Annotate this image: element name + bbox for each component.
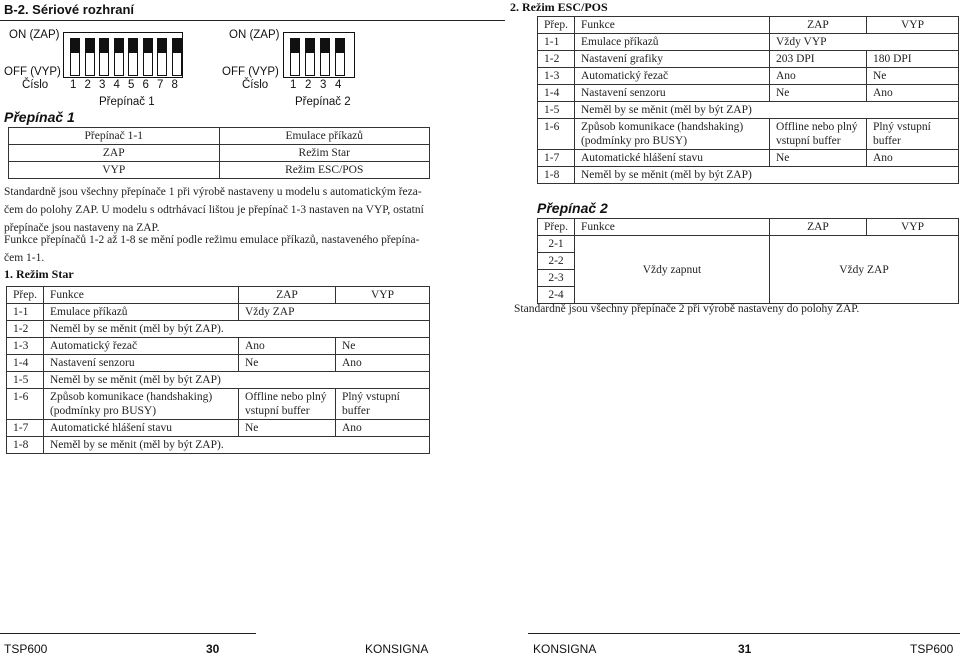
table-cell: Neměl by se měnit (měl by být ZAP) <box>574 102 958 119</box>
table-cell: Režim Star <box>219 145 430 162</box>
table-cell: Neměl by se měnit (měl by být ZAP). <box>43 437 429 454</box>
table-cell: Offline nebo plný vstupní buffer <box>238 389 335 420</box>
footer-rule-left <box>0 633 256 634</box>
dip-slot <box>335 38 345 76</box>
dip-slot <box>85 38 95 76</box>
table-cell: VYP <box>9 162 220 179</box>
dip-number: 7 <box>157 79 164 91</box>
sw2-numbers <box>283 79 353 93</box>
paragraph-line: čem do polohy ZAP. U modelu s odtrhávací lištou je přepínač 1-3 nastaven na VYP, ostatní <box>4 204 424 216</box>
sw2-off-label: OFF (VYP) <box>222 66 279 78</box>
dip-knob <box>306 39 314 53</box>
table-cell: Ano <box>335 420 429 437</box>
table-cell: Režim ESC/POS <box>219 162 430 179</box>
table-row <box>538 51 959 68</box>
table-row <box>538 85 959 102</box>
dip-slot <box>70 38 80 76</box>
prepinac2-heading: Přepínač 2 <box>537 200 608 216</box>
dip-knob <box>71 39 79 53</box>
table-row <box>9 162 430 179</box>
table-header-cell: ZAP <box>769 219 866 236</box>
dip-knob <box>158 39 166 53</box>
paragraph-line: čem 1-1. <box>4 252 45 264</box>
table-row <box>7 372 430 389</box>
dip-slot <box>172 38 182 76</box>
dip-slot <box>157 38 167 76</box>
table-header-cell: Funkce <box>43 287 238 304</box>
switch2-note: Standardně jsou všechny přepínače 2 při výrobě nastaveny do polohy ZAP. <box>514 303 860 315</box>
table-row <box>7 321 430 338</box>
table-cell: 1-6 <box>7 389 44 420</box>
table-cell: Ne <box>769 150 866 167</box>
footer-rule-right <box>528 633 960 634</box>
table-row <box>538 119 959 150</box>
sw1-numbers <box>63 79 181 93</box>
table-header-row <box>7 287 430 304</box>
table-cell: 1-5 <box>538 102 575 119</box>
sw1-on-label: ON (ZAP) <box>9 29 60 41</box>
table-cell: Plný vstupní buffer <box>335 389 429 420</box>
table-cell: 203 DPI <box>769 51 866 68</box>
table-row <box>7 355 430 372</box>
table-cell: Automatický řezač <box>574 68 769 85</box>
table-cell: 1-4 <box>538 85 575 102</box>
table-row <box>9 128 430 145</box>
table-row <box>538 150 959 167</box>
star-mode-table <box>6 286 430 454</box>
table-cell: 1-7 <box>538 150 575 167</box>
dip-knob <box>336 39 344 53</box>
table-cell: 2-2 <box>538 253 575 270</box>
footer-page-right: 31 <box>738 642 752 656</box>
table-header-cell: VYP <box>866 17 958 34</box>
sw1-caption: Přepínač 1 <box>99 96 155 108</box>
table-cell: ZAP <box>9 145 220 162</box>
table-cell: Způsob komunikace (handshaking) (podmínky pro BUSY) <box>574 119 769 150</box>
paragraph-functions <box>4 231 506 267</box>
table-cell: Emulace příkazů <box>574 34 769 51</box>
sw1-number-label: Číslo <box>22 79 49 91</box>
table-header-cell: Funkce <box>574 219 769 236</box>
paragraph-line: Standardně jsou všechny přepínače 1 při výrobě nastaveny u modelu s automatickým řeza- <box>4 186 422 198</box>
table-cell: Nastavení grafiky <box>574 51 769 68</box>
dip-knob <box>144 39 152 53</box>
table-cell: Automatické hlášení stavu <box>43 420 238 437</box>
table-cell: 2-1 <box>538 236 575 253</box>
table-cell: 1-8 <box>538 167 575 184</box>
table-cell: Nastavení senzoru <box>574 85 769 102</box>
dip-slot <box>114 38 124 76</box>
paragraph-line: Funkce přepínačů 1-2 až 1-8 se mění podle režimu emulace příkazů, nastaveného přepína- <box>4 234 420 246</box>
prepinac1-heading: Přepínač 1 <box>4 109 75 125</box>
dip-number: 4 <box>113 79 120 91</box>
dip-knob <box>173 39 181 53</box>
table-cell: 1-3 <box>7 338 44 355</box>
sw2-on-label: ON (ZAP) <box>229 29 280 41</box>
table-header-row <box>538 219 959 236</box>
table-cell: 1-2 <box>7 321 44 338</box>
table-cell: 2-4 <box>538 287 575 304</box>
table-row <box>538 68 959 85</box>
table-cell: Ano <box>335 355 429 372</box>
table-cell: 180 DPI <box>866 51 958 68</box>
table-header-cell: ZAP <box>769 17 866 34</box>
dip-switch-2 <box>283 32 355 78</box>
dip-number: 2 <box>84 79 91 91</box>
table-row <box>538 167 959 184</box>
table-header-cell: Přep. <box>7 287 44 304</box>
table-cell: Emulace příkazů <box>43 304 238 321</box>
dip-slot <box>320 38 330 76</box>
footer-model-left: TSP600 <box>4 642 48 656</box>
star-mode-heading: 1. Režim Star <box>4 267 74 281</box>
table-cell: Neměl by se měnit (měl by být ZAP) <box>43 372 429 389</box>
table-header-cell: VYP <box>866 219 958 236</box>
table-cell: 1-7 <box>7 420 44 437</box>
table-cell: Ne <box>769 85 866 102</box>
paragraph-defaults <box>4 183 506 237</box>
table-cell: Automatické hlášení stavu <box>574 150 769 167</box>
table-header-row <box>538 17 959 34</box>
dip-number: 5 <box>128 79 135 91</box>
sw1-off-label: OFF (VYP) <box>4 66 61 78</box>
sw2-caption: Přepínač 2 <box>295 96 351 108</box>
table-cell: 1-3 <box>538 68 575 85</box>
table-cell: Ne <box>238 420 335 437</box>
table-cell: Plný vstupní buffer <box>866 119 958 150</box>
table-cell: Ano <box>866 85 958 102</box>
table-cell: 1-6 <box>538 119 575 150</box>
page-title: B-2. Sériové rozhraní <box>4 2 135 17</box>
table-header-cell: ZAP <box>238 287 335 304</box>
switch2-table <box>537 218 959 304</box>
table-cell: Ne <box>335 338 429 355</box>
table-cell: 1-4 <box>7 355 44 372</box>
table-cell: Ne <box>238 355 335 372</box>
table-header-cell: Funkce <box>574 17 769 34</box>
dip-number: 4 <box>335 79 342 91</box>
table-row <box>7 389 430 420</box>
table-cell: Neměl by se měnit (měl by být ZAP) <box>574 167 958 184</box>
table-cell: Offline nebo plný vstupní buffer <box>769 119 866 150</box>
table-cell: Neměl by se měnit (měl by být ZAP). <box>43 321 429 338</box>
title-rule <box>0 20 505 21</box>
dip-knob <box>291 39 299 53</box>
dip-number: 3 <box>320 79 327 91</box>
table-cell: 1-8 <box>7 437 44 454</box>
dip-number: 6 <box>142 79 149 91</box>
table-cell: Ano <box>238 338 335 355</box>
sw2-number-label: Číslo <box>242 79 269 91</box>
table-cell: Ne <box>866 68 958 85</box>
table-row <box>7 338 430 355</box>
table-cell: Vždy ZAP <box>769 236 958 304</box>
table-cell: Ano <box>769 68 866 85</box>
table-cell: Vždy VYP <box>769 34 958 51</box>
table-cell: Automatický řezač <box>43 338 238 355</box>
dip-knob <box>129 39 137 53</box>
dip-number: 1 <box>70 79 77 91</box>
table-row <box>7 437 430 454</box>
dip-number: 8 <box>171 79 178 91</box>
table-cell: Emulace příkazů <box>219 128 430 145</box>
dip-number: 3 <box>99 79 106 91</box>
footer-model-right: TSP600 <box>910 642 954 656</box>
table-cell: 1-5 <box>7 372 44 389</box>
dip-number: 2 <box>305 79 312 91</box>
dip-knob <box>321 39 329 53</box>
table-row <box>7 304 430 321</box>
dip-knob <box>100 39 108 53</box>
table-row <box>7 420 430 437</box>
table-cell: Přepínač 1-1 <box>9 128 220 145</box>
footer-page-left: 30 <box>206 642 220 656</box>
dip-knob <box>115 39 123 53</box>
table-cell: 1-1 <box>538 34 575 51</box>
table-cell: Způsob komunikace (handshaking) (podmínky pro BUSY) <box>43 389 238 420</box>
table-cell: Vždy ZAP <box>238 304 429 321</box>
table-cell: Vždy zapnut <box>574 236 769 304</box>
table-cell: 2-3 <box>538 270 575 287</box>
footer-brand-right: KONSIGNA <box>533 642 597 656</box>
dip-slot <box>290 38 300 76</box>
escpos-mode-heading: 2. Režim ESC/POS <box>510 0 608 14</box>
dip-switch-1 <box>63 32 183 78</box>
footer-brand-left: KONSIGNA <box>365 642 429 656</box>
dip-slot <box>99 38 109 76</box>
table-cell: 1-1 <box>7 304 44 321</box>
emulation-map-table <box>8 127 430 179</box>
dip-slot <box>128 38 138 76</box>
dip-number: 1 <box>290 79 297 91</box>
table-cell: Nastavení senzoru <box>43 355 238 372</box>
table-header-cell: Přep. <box>538 17 575 34</box>
dip-slot <box>305 38 315 76</box>
table-cell: 1-2 <box>538 51 575 68</box>
table-row <box>538 34 959 51</box>
dip-knob <box>86 39 94 53</box>
table-header-cell: Přep. <box>538 219 575 236</box>
table-cell: Ano <box>866 150 958 167</box>
dip-slot <box>143 38 153 76</box>
table-header-cell: VYP <box>335 287 429 304</box>
table-row <box>538 236 959 253</box>
table-row <box>538 102 959 119</box>
table-row <box>9 145 430 162</box>
paragraph-line: přepínače jsou nastaveny na ZAP. <box>4 222 160 234</box>
escpos-mode-table <box>537 16 959 184</box>
